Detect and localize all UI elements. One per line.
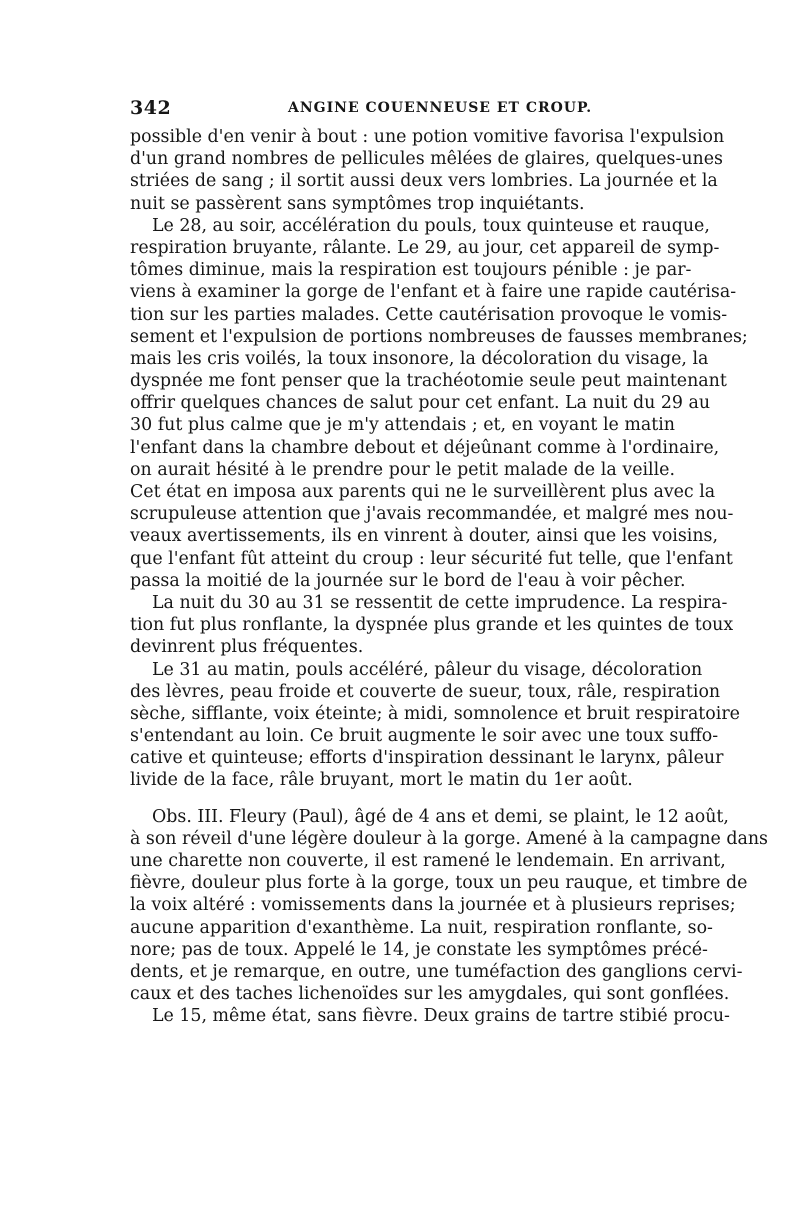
- text-line: nuit se passèrent sans symptômes trop inquiétants.: [130, 193, 585, 214]
- text-line: Cet état en imposa aux parents qui ne le surveillèrent plus avec la: [130, 482, 716, 502]
- text-line: caux et des taches lichenoïdes sur les amygdales, qui sont gonflées.: [130, 984, 730, 1005]
- text-line: s'entendant au loin. Ce bruit augmente le soir avec une toux suffo-: [130, 726, 719, 747]
- text-line: passa la moitié de la journée sur le bord de l'eau à voir pêcher.: [130, 570, 686, 591]
- page-header: [130, 97, 675, 123]
- text-line: on aurait hésité à le prendre pour le petit malade de la veille.: [130, 459, 675, 480]
- body-text: [130, 126, 768, 1028]
- text-line: des lèvres, peau froide et couverte de sueur, toux, râle, respiration: [130, 681, 721, 702]
- text-line: respiration bruyante, râlante. Le 29, au jour, cet appareil de symp-: [130, 237, 720, 258]
- text-line: tômes diminue, mais la respiration est toujours pénible : je par-: [130, 260, 692, 281]
- text-line: veaux avertissements, ils en vinrent à douter, ainsi que les voisins,: [130, 526, 719, 547]
- text-line: l'enfant dans la chambre debout et déjeûnant comme à l'ordinaire,: [130, 437, 720, 458]
- text-line: mais les cris voilés, la toux insonore, la décoloration du visage, la: [130, 348, 709, 369]
- text-line: tion fut plus ronflante, la dyspnée plus grande et les quintes de toux: [130, 615, 734, 636]
- text-line: striées de sang ; il sortit aussi deux vers lombries. La journée et la: [130, 171, 718, 192]
- page-number: 342: [130, 97, 172, 119]
- text-line: La nuit du 30 au 31 se ressentit de cette imprudence. La respira-: [152, 592, 728, 613]
- text-line: la voix altéré : vomissements dans la journée et à plusieurs reprises;: [130, 895, 736, 916]
- text-line: dyspnée me font penser que la trachéotomie seule peut maintenant: [130, 371, 727, 392]
- text-line: 30 fut plus calme que je m'y attendais ; et, en voyant le matin: [130, 415, 675, 436]
- text-line: fièvre, douleur plus forte à la gorge, toux un peu rauque, et timbre de: [130, 873, 748, 894]
- text-line: cative et quinteuse; efforts d'inspiration dessinant le larynx, pâleur: [130, 748, 724, 769]
- text-line: que l'enfant fût atteint du croup : leur sécurité fut telle, que l'enfant: [130, 548, 733, 569]
- text-line: Obs. III. Fleury (Paul), âgé de 4 ans et demi, se plaint, le 12 août,: [152, 806, 729, 827]
- text-line: tion sur les parties malades. Cette cautérisation provoque le vomis-: [130, 304, 728, 325]
- paragraph-gap: [130, 792, 675, 806]
- text-line: d'un grand nombres de pellicules mêlées de glaires, quelques-unes: [130, 149, 723, 170]
- text-line: Le 28, au soir, accélération du pouls, toux quinteuse et rauque,: [152, 215, 710, 236]
- text-line: possible d'en venir à bout : une potion vomitive favorisa l'expulsion: [130, 127, 725, 147]
- text-line: dents, et je remarque, en outre, une tuméfaction des ganglions cervi-: [130, 961, 743, 982]
- text-line: offrir quelques chances de salut pour cet enfant. La nuit du 29 au: [130, 393, 711, 414]
- text-line: viens à examiner la gorge de l'enfant et à faire une rapide cautérisa-: [130, 282, 737, 303]
- text-line: livide de la face, râle bruyant, mort le matin du 1er août.: [130, 770, 633, 791]
- text-line: aucune apparition d'exanthème. La nuit, respiration ronflante, so-: [130, 917, 713, 938]
- text-line: sèche, sifflante, voix éteinte; à midi, somnolence et bruit respiratoire: [130, 703, 740, 724]
- text-line: devinrent plus fréquentes.: [130, 637, 364, 658]
- text-line: à son réveil d'une légère douleur à la gorge. Amené à la campagne dans: [130, 828, 768, 849]
- text-line: Le 31 au matin, pouls accéléré, pâleur du visage, décoloration: [152, 659, 703, 680]
- text-line: nore; pas de toux. Appelé le 14, je constate les symptômes précé-: [130, 939, 708, 960]
- text-line: sement et l'expulsion de portions nombreuses de fausses membranes;: [130, 326, 748, 347]
- running-title: ANGINE COUENNEUSE ET CROUP.: [288, 100, 593, 116]
- text-line: une charette non couverte, il est ramené le lendemain. En arrivant,: [130, 851, 726, 871]
- text-line: scrupuleuse attention que j'avais recommandée, et malgré mes nou-: [130, 504, 734, 525]
- text-line: Le 15, même état, sans fièvre. Deux grains de tartre stibié procu-: [152, 1006, 730, 1027]
